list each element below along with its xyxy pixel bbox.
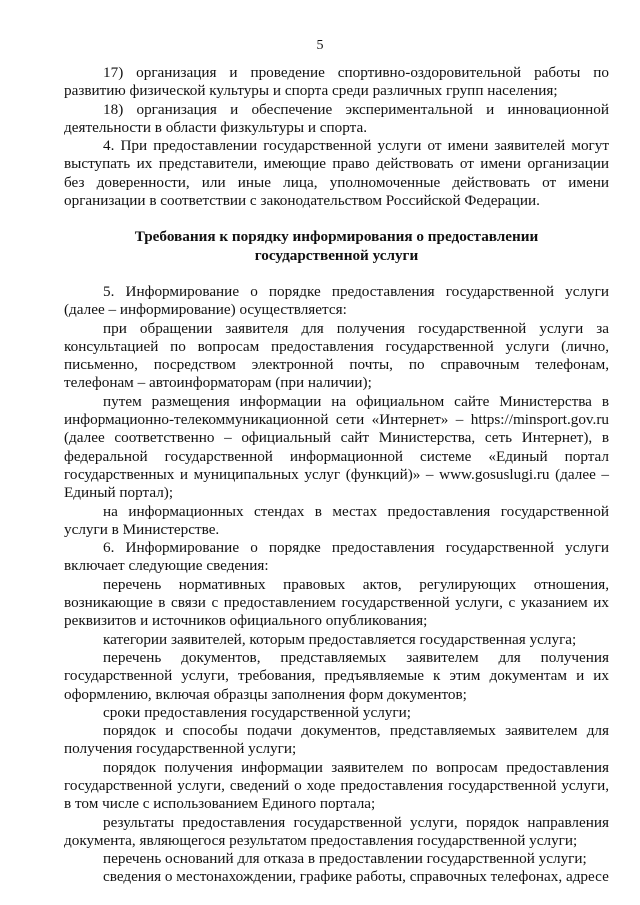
paragraph-refusal-grounds: перечень оснований для отказа в предоставлении государственной услуги;: [103, 850, 587, 868]
paragraph-clause-5: 5. Информирование о порядке предоставления государственной услуги (далее – информирование) осуществляется:: [64, 282, 609, 319]
page-number: 5: [316, 38, 324, 53]
paragraph-applicant-categories: категории заявителей, которым предоставляется государственная услуга;: [103, 630, 577, 648]
paragraph-documents-list: перечень документов, представляемых заявителем для получения государственной услуги, требования, предъявляемые к этим документам и их оформлению, включая образцы заполнения форм документов;: [64, 648, 609, 703]
paragraph-item-18: 18) организация и обеспечение экспериментальной и инновационной деятельности в области физкультуры и спорта.: [64, 100, 609, 136]
paragraph-service-results: результаты предоставления государственной услуги, порядок направления документа, являющегося результатом предоставления государственной услуги;: [64, 813, 609, 849]
paragraph-submission-methods: порядок и способы подачи документов, представляемых заявителем для получения государственной услуги;: [64, 722, 609, 758]
paragraph-clause-4: 4. При предоставлении государственной услуги от имени заявителей могут выступать их представители, имеющие право действовать от имени организации без доверенности, или иные лица, уполномоченные действовать от имени организации в соответствии с законодательством Российской Федерации.: [64, 137, 609, 210]
paragraph-in-person-request: при обращении заявителя для получения государственной услуги за консультацией по вопросам предоставления государственной услуги (лично, письменно, посредством электронной почты, по справочным телефонам, телефонам – автоинформаторам (при наличии);: [64, 319, 609, 392]
paragraph-clause-6: 6. Информирование о порядке предоставления государственной услуги включает следующие сведения:: [64, 539, 609, 575]
paragraph-info-stands: на информационных стендах в местах предоставления государственной услуги в Министерстве.: [64, 502, 609, 538]
paragraph-info-retrieval: порядок получения информации заявителем по вопросам предоставления государственной услуги, сведений о ходе предоставления государственной услуги, в том числе с использованием Единого портала;: [64, 758, 609, 813]
paragraph-legal-acts: перечень нормативных правовых актов, регулирующих отношения, возникающие в связи с предоставлением государственной услуги, с указанием их реквизитов и источников официального опубликования;: [64, 575, 609, 630]
paragraph-service-terms: сроки предоставления государственной услуги;: [103, 703, 411, 721]
document-body: [64, 64, 609, 887]
paragraph-location-info: сведения о местонахождении, графике работы, справочных телефонах, адресе: [103, 868, 609, 886]
section-heading: Требования к порядку информирования о предоставлении государственной услуги: [134, 228, 539, 264]
paragraph-website-info: путем размещения информации на официальном сайте Министерства в информационно-телекоммуникационной сети «Интернет» – https://minsport.gov.ru (далее соответственно – официальный сайт Министерства, сеть Интернет), в федеральной государственной информационной системе «Единый портал государственных и муниципальных услуг (функций)» – www.gosuslugi.ru (далее – Единый портал);: [64, 392, 609, 502]
paragraph-item-17: 17) организация и проведение спортивно-оздоровительной работы по развитию физической культуры и спорта среди различных групп населения;: [64, 64, 609, 100]
